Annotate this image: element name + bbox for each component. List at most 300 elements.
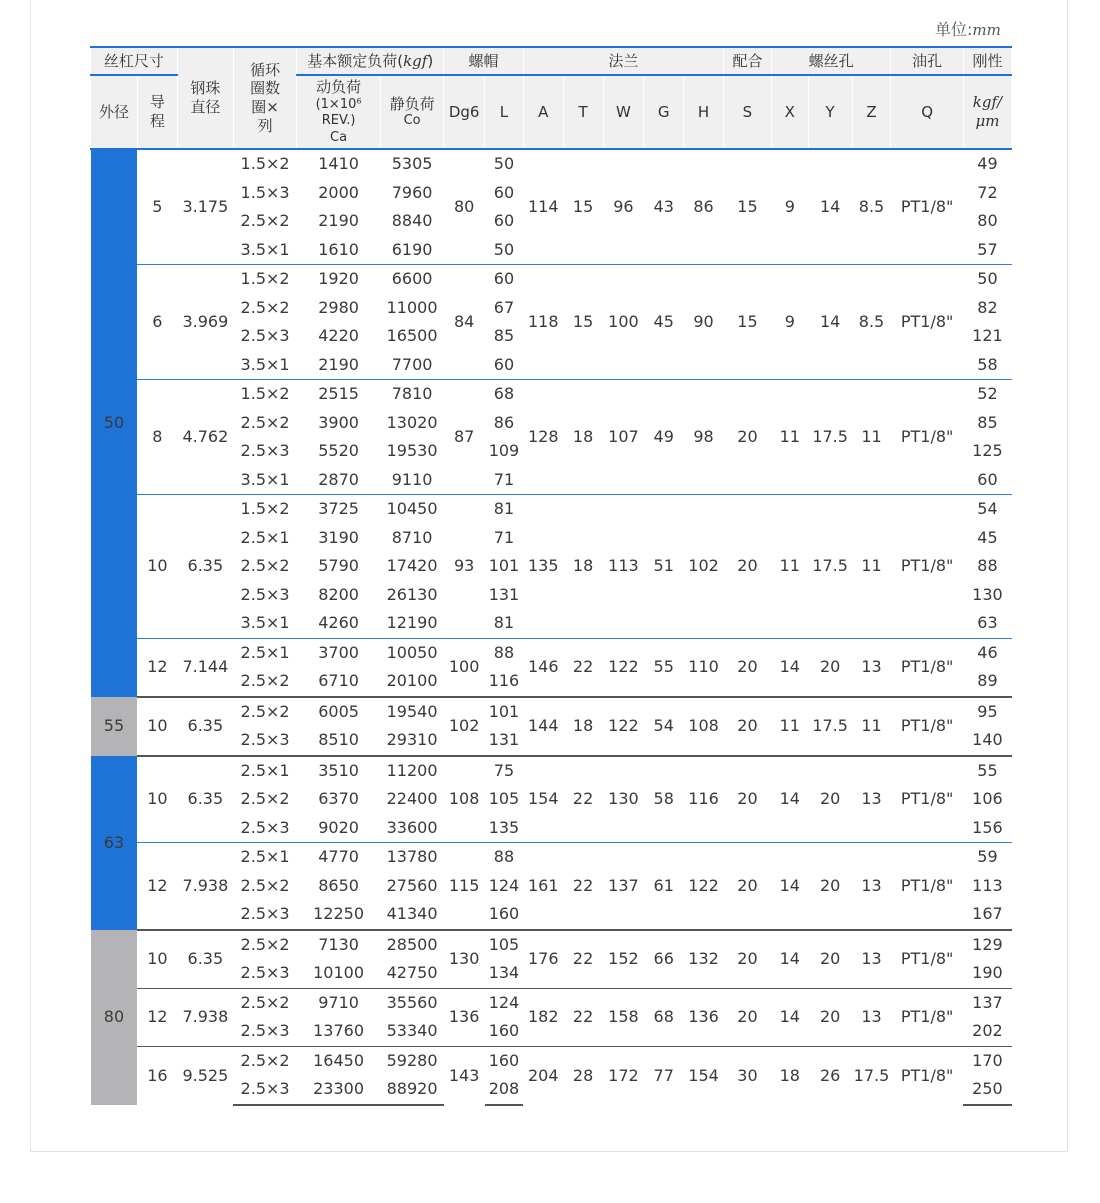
nut-length-cell: 134 <box>488 963 520 983</box>
circuits-cell: 1.5×2 <box>233 380 296 409</box>
circuits-cell: 3.5×1 <box>240 469 290 489</box>
col-q-cell: PT1/8" <box>891 638 963 697</box>
circuits-cell: 2.5×3 <box>233 1075 296 1105</box>
col-z-cell: 13 <box>852 638 891 697</box>
col-g-cell: 58 <box>644 756 684 843</box>
nut-length-cell: 105 <box>488 789 520 809</box>
col-h-cell: 102 <box>684 495 724 639</box>
col-y-cell: 20 <box>808 756 852 843</box>
table-row <box>91 930 1012 960</box>
col-x-cell: 14 <box>771 988 808 1046</box>
static-load-cell: 10450 <box>380 495 443 524</box>
dg6-cell: 115 <box>444 843 485 930</box>
col-a-cell: 204 <box>523 1046 563 1105</box>
col-g-cell: 77 <box>644 1046 684 1105</box>
col-h-cell: 110 <box>684 638 724 697</box>
col-h-cell: 98 <box>684 380 724 495</box>
col-g-cell: 43 <box>644 149 684 265</box>
static-load-cell: 59280 <box>380 1046 443 1075</box>
table-row <box>91 495 1012 524</box>
nut-length-cell: 124 <box>485 988 524 1017</box>
col-s-cell: 20 <box>723 756 771 843</box>
col-s-cell: 20 <box>723 638 771 697</box>
stiffness-cell: 82 <box>977 297 998 317</box>
dg6-cell: 143 <box>444 1046 485 1105</box>
dg6-cell: 80 <box>444 149 485 265</box>
dg6-cell: 108 <box>444 756 485 843</box>
header-t: T <box>563 75 603 149</box>
nut-length-cell: 160 <box>488 904 520 924</box>
col-y-cell: 14 <box>808 149 852 265</box>
col-y-cell: 14 <box>808 265 852 380</box>
dynamic-load-cell: 6370 <box>318 789 359 809</box>
table-row <box>91 1046 1012 1075</box>
static-load-cell: 10050 <box>380 638 443 667</box>
nut-length-cell: 135 <box>488 817 520 837</box>
col-q-cell: PT1/8" <box>891 930 963 989</box>
stiffness-cell: 137 <box>963 988 1011 1017</box>
col-a-cell: 128 <box>523 380 563 495</box>
col-a-cell: 144 <box>523 697 563 756</box>
stiffness-cell: 167 <box>972 904 1003 924</box>
ball-dia-cell: 7.938 <box>177 988 233 1046</box>
header-g: G <box>644 75 684 149</box>
nut-length-cell: 116 <box>488 671 520 691</box>
col-t-cell: 22 <box>563 843 603 930</box>
static-load-cell: 5305 <box>380 149 443 179</box>
nut-length-cell: 50 <box>485 149 524 179</box>
static-load-cell: 6190 <box>391 239 433 259</box>
static-load-cell: 22400 <box>386 789 438 809</box>
circuits-cell: 2.5×2 <box>233 697 296 727</box>
stiffness-cell: 85 <box>977 412 998 432</box>
nut-length-cell: 60 <box>493 354 515 374</box>
ball-dia-cell: 9.525 <box>177 1046 233 1105</box>
col-a-cell: 114 <box>523 149 563 265</box>
dg6-cell: 136 <box>444 988 485 1046</box>
col-x-cell: 14 <box>771 756 808 843</box>
header-ball-dia: 钢珠直径 <box>177 47 233 149</box>
dynamic-load-cell: 1410 <box>297 149 381 179</box>
col-s-cell: 20 <box>723 380 771 495</box>
dynamic-load-cell: 23300 <box>297 1075 381 1105</box>
stiffness-cell: 59 <box>963 843 1011 872</box>
stiffness-cell: 88 <box>977 556 998 576</box>
stiffness-cell: 57 <box>977 239 998 259</box>
col-g-cell: 54 <box>644 697 684 756</box>
col-g-cell: 61 <box>644 843 684 930</box>
stiffness-cell: 202 <box>972 1021 1003 1041</box>
dg6-cell: 130 <box>444 930 485 989</box>
col-g-cell: 68 <box>644 988 684 1046</box>
nut-length-cell: 75 <box>485 756 524 786</box>
col-s-cell: 20 <box>723 697 771 756</box>
dynamic-load-cell: 10100 <box>313 963 365 983</box>
static-load-cell: 16500 <box>386 326 438 346</box>
lead-cell: 10 <box>137 495 177 639</box>
col-y-cell: 20 <box>808 988 852 1046</box>
header-dynamic-load: 动负荷 (1×10⁶ REV.) Ca <box>297 75 381 149</box>
col-x-cell: 14 <box>771 843 808 930</box>
stiffness-cell: 121 <box>972 326 1003 346</box>
col-a-cell: 176 <box>523 930 563 989</box>
static-load-cell: 28500 <box>380 930 443 960</box>
header-h: H <box>684 75 724 149</box>
header-lead: 导程 <box>137 75 177 149</box>
col-g-cell: 45 <box>644 265 684 380</box>
col-x-cell: 14 <box>771 638 808 697</box>
dynamic-load-cell: 2515 <box>297 380 381 409</box>
table-row <box>91 988 1012 1017</box>
lead-cell: 10 <box>137 930 177 989</box>
static-load-cell: 41340 <box>386 904 438 924</box>
stiffness-cell: 106 <box>972 789 1003 809</box>
col-z-cell: 8.5 <box>852 265 891 380</box>
nut-length-cell: 81 <box>485 495 524 524</box>
col-w-cell: 130 <box>603 756 644 843</box>
col-q-cell: PT1/8" <box>891 843 963 930</box>
dynamic-load-cell: 3190 <box>318 527 359 547</box>
circuits-cell: 2.5×2 <box>233 1046 296 1075</box>
lead-cell: 10 <box>137 756 177 843</box>
col-q-cell: PT1/8" <box>891 380 963 495</box>
col-q-cell: PT1/8" <box>891 495 963 639</box>
nut-length-cell: 109 <box>488 441 520 461</box>
nut-length-cell: 208 <box>485 1075 524 1105</box>
col-g-cell: 51 <box>644 495 684 639</box>
col-s-cell: 20 <box>723 843 771 930</box>
circuits-cell: 2.5×1 <box>233 843 296 872</box>
static-load-cell: 11000 <box>386 297 438 317</box>
stiffness-cell: 125 <box>972 441 1003 461</box>
circuits-cell: 2.5×3 <box>240 326 290 346</box>
header-ballscrew-size: 丝杠尺寸 <box>91 47 178 75</box>
dynamic-load-cell: 5520 <box>318 441 359 461</box>
stiffness-cell: 80 <box>977 211 998 231</box>
stiffness-cell: 170 <box>963 1046 1011 1075</box>
lead-cell: 12 <box>137 988 177 1046</box>
col-x-cell: 14 <box>771 930 808 989</box>
circuits-cell: 2.5×3 <box>240 817 290 837</box>
dynamic-load-cell: 4220 <box>318 326 359 346</box>
col-h-cell: 132 <box>684 930 724 989</box>
col-w-cell: 172 <box>603 1046 644 1105</box>
static-load-cell: 12190 <box>386 613 438 633</box>
circuits-cell: 2.5×1 <box>233 638 296 667</box>
col-h-cell: 108 <box>684 697 724 756</box>
stiffness-cell: 250 <box>963 1075 1011 1105</box>
col-x-cell: 11 <box>771 697 808 756</box>
col-q-cell: PT1/8" <box>891 756 963 843</box>
static-load-cell: 13780 <box>380 843 443 872</box>
header-fit: 配合 <box>723 47 771 75</box>
ball-dia-cell: 3.969 <box>177 265 233 380</box>
stiffness-cell: 63 <box>977 613 998 633</box>
header-z: Z <box>852 75 891 149</box>
col-h-cell: 86 <box>684 149 724 265</box>
circuits-cell: 3.5×1 <box>240 354 290 374</box>
stiffness-cell: 54 <box>963 495 1011 524</box>
header-s: S <box>723 75 771 149</box>
header-od: 外径 <box>91 75 138 149</box>
ball-dia-cell: 4.762 <box>177 380 233 495</box>
col-w-cell: 100 <box>603 265 644 380</box>
header-q: Q <box>891 75 963 149</box>
col-x-cell: 9 <box>771 265 808 380</box>
col-s-cell: 15 <box>723 149 771 265</box>
outer-diameter-cell: 63 <box>91 756 138 930</box>
circuits-cell: 3.5×1 <box>240 239 290 259</box>
col-g-cell: 49 <box>644 380 684 495</box>
dg6-cell: 102 <box>444 697 485 756</box>
nut-length-cell: 50 <box>493 239 515 259</box>
nut-length-cell: 81 <box>493 613 515 633</box>
dynamic-load-cell: 5790 <box>318 556 359 576</box>
nut-length-cell: 101 <box>488 556 520 576</box>
col-q-cell: PT1/8" <box>891 988 963 1046</box>
static-load-cell: 17420 <box>386 556 438 576</box>
static-load-cell: 20100 <box>386 671 438 691</box>
col-t-cell: 18 <box>563 697 603 756</box>
col-y-cell: 20 <box>808 930 852 989</box>
nut-length-cell: 88 <box>485 843 524 872</box>
col-t-cell: 22 <box>563 756 603 843</box>
nut-length-cell: 60 <box>493 182 515 202</box>
circuits-cell: 2.5×3 <box>240 441 290 461</box>
header-flange: 法兰 <box>523 47 723 75</box>
stiffness-cell: 49 <box>963 149 1011 179</box>
col-s-cell: 15 <box>723 265 771 380</box>
circuits-cell: 2.5×3 <box>240 904 290 924</box>
col-w-cell: 122 <box>603 697 644 756</box>
col-t-cell: 28 <box>563 1046 603 1105</box>
header-stiffness: 刚性 <box>963 47 1011 75</box>
outer-diameter-cell: 80 <box>91 930 138 1105</box>
unit-label: 单位:mm <box>935 20 1001 39</box>
dynamic-load-cell: 3700 <box>297 638 381 667</box>
lead-cell: 10 <box>137 697 177 756</box>
nut-length-cell: 101 <box>485 697 524 727</box>
table-row <box>91 380 1012 409</box>
table-row <box>91 265 1012 294</box>
dynamic-load-cell: 9020 <box>318 817 359 837</box>
stiffness-cell: 60 <box>977 469 998 489</box>
header-bolt-hole: 螺丝孔 <box>771 47 890 75</box>
static-load-cell: 8710 <box>391 527 433 547</box>
dynamic-load-cell: 3900 <box>318 412 359 432</box>
circuits-cell: 3.5×1 <box>240 613 290 633</box>
lead-cell: 6 <box>137 265 177 380</box>
stiffness-cell: 72 <box>977 182 998 202</box>
nut-length-cell: 131 <box>488 584 520 604</box>
circuits-cell: 1.5×2 <box>233 265 296 294</box>
stiffness-cell: 45 <box>977 527 998 547</box>
circuits-cell: 2.5×2 <box>240 671 290 691</box>
dynamic-load-cell: 16450 <box>297 1046 381 1075</box>
stiffness-cell: 129 <box>963 930 1011 960</box>
col-z-cell: 11 <box>852 697 891 756</box>
dynamic-load-cell: 2000 <box>318 182 359 202</box>
nut-length-cell: 60 <box>485 265 524 294</box>
table-row <box>91 149 1012 179</box>
stiffness-cell: 130 <box>972 584 1003 604</box>
dynamic-load-cell: 12250 <box>313 904 365 924</box>
col-a-cell: 161 <box>523 843 563 930</box>
dynamic-load-cell: 1610 <box>318 239 359 259</box>
static-load-cell: 13020 <box>386 412 438 432</box>
header-w: W <box>603 75 644 149</box>
ball-dia-cell: 6.35 <box>177 495 233 639</box>
stiffness-cell: 50 <box>963 265 1011 294</box>
header-stiffness-unit: kgf/ μm <box>963 75 1011 149</box>
static-load-cell: 29310 <box>386 730 438 750</box>
table-row <box>91 638 1012 667</box>
col-z-cell: 17.5 <box>852 1046 891 1105</box>
nut-length-cell: 86 <box>493 412 515 432</box>
header-l: L <box>485 75 524 149</box>
circuits-cell: 2.5×2 <box>240 875 290 895</box>
nut-length-cell: 160 <box>488 1021 520 1041</box>
circuits-cell: 2.5×2 <box>240 412 290 432</box>
lead-cell: 8 <box>137 380 177 495</box>
col-z-cell: 8.5 <box>852 149 891 265</box>
circuits-cell: 2.5×2 <box>240 211 290 231</box>
circuits-cell: 2.5×3 <box>240 963 290 983</box>
col-s-cell: 20 <box>723 495 771 639</box>
ball-dia-cell: 6.35 <box>177 930 233 989</box>
stiffness-cell: 89 <box>977 671 998 691</box>
col-w-cell: 96 <box>603 149 644 265</box>
col-g-cell: 55 <box>644 638 684 697</box>
col-t-cell: 15 <box>563 149 603 265</box>
header-x: X <box>771 75 808 149</box>
circuits-cell: 1.5×2 <box>233 495 296 524</box>
stiffness-cell: 46 <box>963 638 1011 667</box>
col-t-cell: 22 <box>563 638 603 697</box>
dynamic-load-cell: 2980 <box>318 297 359 317</box>
col-a-cell: 154 <box>523 756 563 843</box>
nut-length-cell: 60 <box>493 211 515 231</box>
circuits-cell: 2.5×2 <box>240 789 290 809</box>
dynamic-load-cell: 2190 <box>318 211 359 231</box>
col-s-cell: 20 <box>723 988 771 1046</box>
stiffness-cell: 95 <box>963 697 1011 727</box>
static-load-cell: 9110 <box>391 469 433 489</box>
dynamic-load-cell: 2190 <box>318 354 359 374</box>
col-w-cell: 152 <box>603 930 644 989</box>
dynamic-load-cell: 6710 <box>318 671 359 691</box>
static-load-cell: 7810 <box>380 380 443 409</box>
col-w-cell: 107 <box>603 380 644 495</box>
circuits-cell: 2.5×3 <box>240 730 290 750</box>
col-w-cell: 113 <box>603 495 644 639</box>
col-q-cell: PT1/8" <box>891 697 963 756</box>
outer-diameter-cell: 55 <box>91 697 138 756</box>
ball-dia-cell: 7.144 <box>177 638 233 697</box>
table-row <box>91 756 1012 786</box>
col-y-cell: 17.5 <box>808 697 852 756</box>
col-h-cell: 90 <box>684 265 724 380</box>
circuits-cell: 2.5×1 <box>240 527 290 547</box>
ball-dia-cell: 6.35 <box>177 756 233 843</box>
static-load-cell: 35560 <box>380 988 443 1017</box>
col-z-cell: 11 <box>852 495 891 639</box>
circuits-cell: 1.5×3 <box>240 182 290 202</box>
nut-length-cell: 124 <box>488 875 520 895</box>
col-w-cell: 122 <box>603 638 644 697</box>
dynamic-load-cell: 9710 <box>297 988 381 1017</box>
col-s-cell: 20 <box>723 930 771 989</box>
col-h-cell: 136 <box>684 988 724 1046</box>
lead-cell: 16 <box>137 1046 177 1105</box>
col-x-cell: 11 <box>771 495 808 639</box>
circuits-cell: 2.5×2 <box>240 556 290 576</box>
dg6-cell: 87 <box>444 380 485 495</box>
static-load-cell: 7960 <box>391 182 433 202</box>
static-load-cell: 19530 <box>386 441 438 461</box>
static-load-cell: 33600 <box>386 817 438 837</box>
col-y-cell: 20 <box>808 638 852 697</box>
circuits-cell: 2.5×2 <box>233 930 296 960</box>
col-q-cell: PT1/8" <box>891 149 963 265</box>
nut-length-cell: 105 <box>485 930 524 960</box>
nut-length-cell: 131 <box>488 730 520 750</box>
static-load-cell: 6600 <box>380 265 443 294</box>
table-row <box>91 697 1012 727</box>
dynamic-load-cell: 1920 <box>297 265 381 294</box>
circuits-cell: 2.5×1 <box>233 756 296 786</box>
dynamic-load-cell: 3510 <box>297 756 381 786</box>
circuits-cell: 2.5×3 <box>240 1021 290 1041</box>
col-x-cell: 9 <box>771 149 808 265</box>
col-y-cell: 20 <box>808 843 852 930</box>
col-z-cell: 13 <box>852 988 891 1046</box>
col-s-cell: 30 <box>723 1046 771 1105</box>
col-w-cell: 158 <box>603 988 644 1046</box>
nut-length-cell: 85 <box>493 326 515 346</box>
nut-length-cell: 68 <box>485 380 524 409</box>
nut-length-cell: 71 <box>493 469 515 489</box>
nut-length-cell: 71 <box>493 527 515 547</box>
dynamic-load-cell: 8200 <box>318 584 359 604</box>
dynamic-load-cell: 4770 <box>297 843 381 872</box>
circuits-cell: 1.5×2 <box>233 149 296 179</box>
col-a-cell: 118 <box>523 265 563 380</box>
header-y: Y <box>808 75 852 149</box>
header-circuits: 循环圈数圈×列 <box>233 47 296 149</box>
dg6-cell: 100 <box>444 638 485 697</box>
dg6-cell: 84 <box>444 265 485 380</box>
stiffness-cell: 113 <box>972 875 1003 895</box>
col-a-cell: 135 <box>523 495 563 639</box>
static-load-cell: 11200 <box>380 756 443 786</box>
stiffness-cell: 190 <box>972 963 1003 983</box>
col-h-cell: 154 <box>684 1046 724 1105</box>
ball-dia-cell: 6.35 <box>177 697 233 756</box>
col-w-cell: 137 <box>603 843 644 930</box>
stiffness-cell: 156 <box>972 817 1003 837</box>
col-q-cell: PT1/8" <box>891 1046 963 1105</box>
col-y-cell: 17.5 <box>808 495 852 639</box>
circuits-cell: 2.5×2 <box>233 988 296 1017</box>
col-t-cell: 18 <box>563 380 603 495</box>
col-a-cell: 182 <box>523 988 563 1046</box>
col-y-cell: 17.5 <box>808 380 852 495</box>
col-t-cell: 15 <box>563 265 603 380</box>
col-q-cell: PT1/8" <box>891 265 963 380</box>
stiffness-cell: 55 <box>963 756 1011 786</box>
dynamic-load-cell: 4260 <box>318 613 359 633</box>
